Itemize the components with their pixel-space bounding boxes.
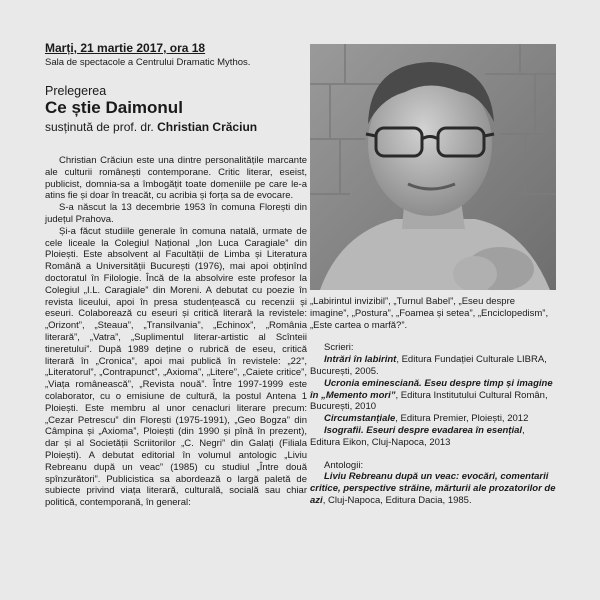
writings-heading: Scrieri: [324,342,354,354]
writing-details: , Editura Premier, Ploiești, 2012 [395,413,529,425]
writing-entry [310,413,556,425]
anthology-title: Liviu Rebreanu după un veac: evocări, comentarii critice, perspective străine, mărturii ale prozatorilor de azi [310,471,556,506]
event-date-time: Marți, 21 martie 2017, ora 18 [45,41,206,55]
writing-details: , Editura Fundației Culturale LIBRA, București, 2005. [310,354,547,377]
lecture-speaker [45,120,257,134]
writing-title: Intrări în labirint [324,354,397,366]
bio-paragraph: Și-a făcut studiile generale în comuna natală, urmate de cele liceale la Colegiul Național „Ion Luca Caragiale” din Ploiești. Este absolvent al Facultății de Limba și Literatura Română a Universității București (1976), mai apoi obținînd doctoratul în Filologie. Încă de la absolvire este profesor la Colegiul „I.L. Caragiale” din Moreni. A debutat cu poezie în revista liceului, apoi în presa studențească cu recenzii și eseuri. Colaborează cu eseuri și critică literară la revistele: „Orizont”, „Steaua”, „Transilvania”, „Echinox”, „România literară”, „Vatra”, „Suplimentul literar-artistic al Scînteii tineretului”. După 1989 deține o rubrică de eseu, critică literară în „Cronica”, apoi mai publică în revistele: „22”, „Literatorul”, „Contrapunct”, „Axioma”, „Litere”, „Caiete critice”, „Viața românească”, „Revista nouă”. Între 1997-1999 este colaborator, cu o emisiune de cultură, la postul Antena 1 Ploiești. Este membru al unor cenacluri literare precum: „Cezar Petrescu” din Florești (1975-1991), „Geo Bogza” din Câmpina și „Axioma”, Ploiești (din 1990 și pînă în prezent), dar și al Societății Scriitorilor „C. Negri” din Galați (Filiala Ploiești). A debutat editorial în volumul antologic „Liviu Rebreanu după un veac” (1985) cu studiul „Între două spînzurători”. Publicistica sa abordează o largă paletă de subiecte privind viața literară, culturală, socială sau chiar politică, contemporană, în general: [45,225,307,509]
speaker-prefix: susținută de prof. dr. [45,120,158,134]
writing-entry [310,425,556,449]
writing-details: , Editura Eikon, Cluj-Napoca, 2013 [310,424,525,448]
anthologies-heading: Antologii: [324,459,364,471]
writing-details: , Editura Institutului Cultural Român, București, 2010 [310,389,548,413]
speaker-photo [310,44,556,290]
biography [45,155,307,509]
writing-entry [310,354,556,378]
bio-paragraph: Christian Crăciun este una dintre personalitățile marcante ale culturii românești contemporane. Critic literar, eseist, publicist, domnia-sa a îmbogățit toate domeniile pe care le-a atins fie și doar în treacăt, cu acribia și forța sa de evocare. [45,155,307,202]
right-column [310,296,556,507]
bio-paragraph: S-a născut la 13 decembrie 1953 în comuna Florești din județul Prahova. [45,202,307,225]
bio-continued: „Labirintul invizibil”, „Turnul Babel”, „Eseu despre imagine”, „Postura”, „Foamea și setea”, „Enciclopedism”, „Este cartea o marfă?”. [310,296,549,331]
writing-title: Circumstanțiale [324,413,396,425]
speaker-name: Christian Crăciun [157,120,258,134]
anthology-details: , Cluj-Napoca, Editura Dacia, 1985. [322,494,472,506]
lecture-title: Ce știe Daimonul [45,98,183,117]
writing-entry [310,378,556,413]
anthology-entry [310,471,556,506]
lecture-kicker: Prelegerea [45,84,107,98]
writing-title: Ucronia eminesciană. Eseu despre timp și imagine în „Memento mori” [310,377,553,401]
event-venue: Sala de spectacole a Centrului Dramatic Mythos. [45,57,251,68]
writing-title: Isografii. Eseuri despre evadarea în esențial [324,424,523,436]
